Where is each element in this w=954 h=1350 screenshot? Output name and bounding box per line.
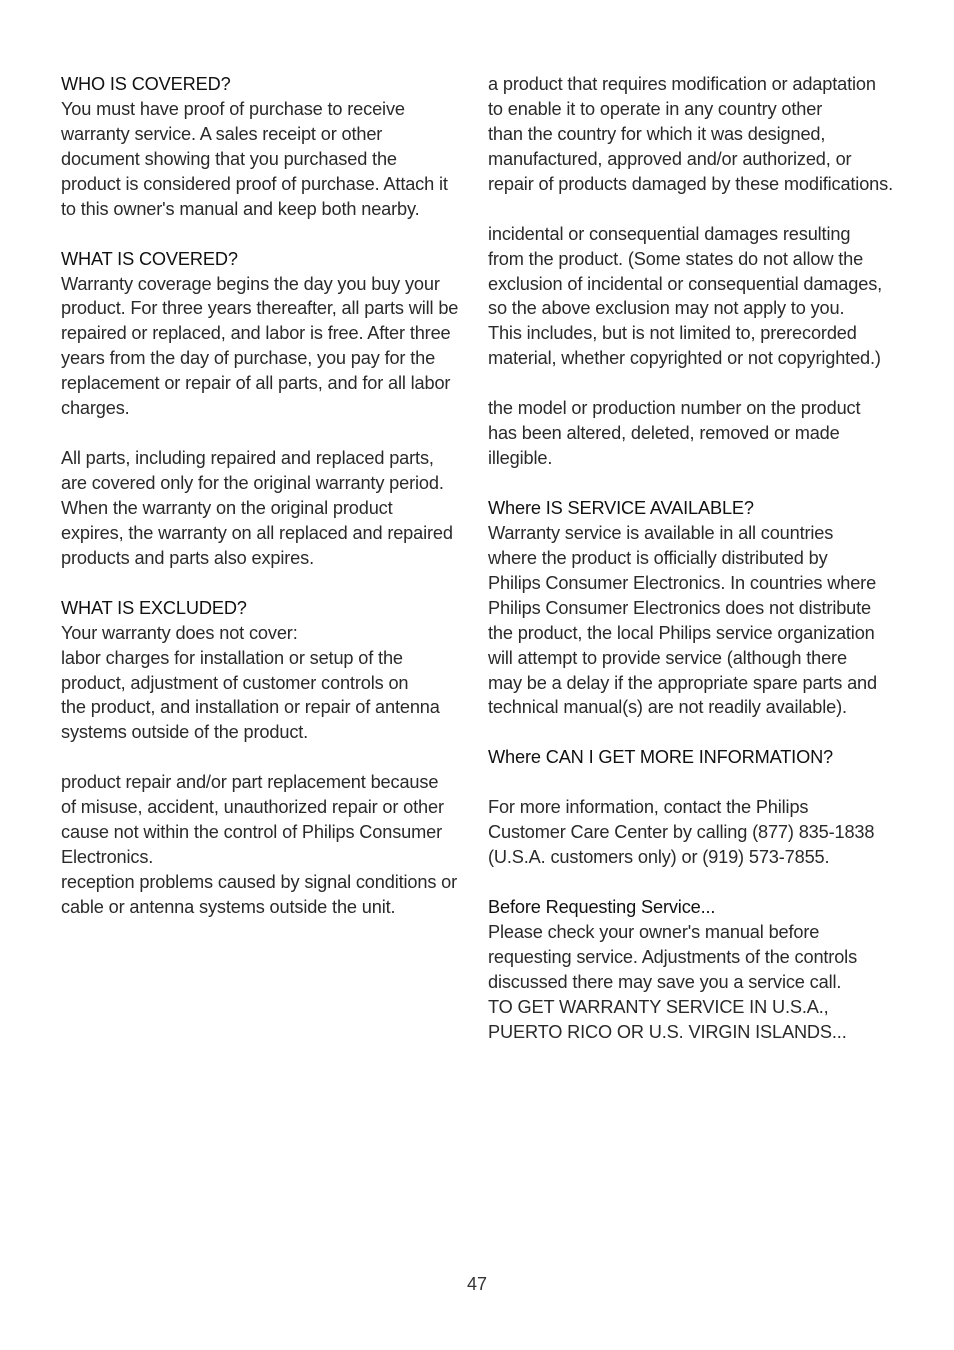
text-line: Electronics. [61,847,154,868]
text-line: are covered only for the original warranty period. [61,473,444,493]
text-line: has been altered, deleted, removed or made [488,423,840,444]
text-line: repair of products damaged by these modifications. [488,173,893,194]
text-line: Philips Consumer Electronics does not distribute [488,597,872,618]
text-line: cable or antenna systems outside the unit. [61,896,396,917]
section-heading: Where IS SERVICE AVAILABLE? [488,497,754,518]
text-line: For more information, contact the Philips [488,797,809,818]
text-line: labor charges for installation or setup of the [61,647,403,668]
paragraph-gap [61,222,471,247]
text-line: discussed there may save you a service call. [488,971,842,992]
text-line: replacement or repair of all parts, and for all labor [61,373,451,394]
text-line: requesting service. Adjustments of the controls [488,946,858,967]
paragraph-gap [488,720,908,745]
text-line: where the product is officially distributed by [488,547,828,568]
text-line: expires, the warranty on all replaced and repaired [61,522,453,543]
text-line: Philips Consumer Electronics. In countries where [488,572,877,593]
text-line: charges. [61,398,130,419]
paragraph-gap [61,571,471,596]
text-line: PUERTO RICO OR U.S. VIRGIN ISLANDS... [488,1021,847,1042]
section-heading: WHAT IS COVERED? [61,248,238,269]
paragraph-gap [61,745,471,770]
text-line: reception problems caused by signal conditions or [61,872,458,892]
text-line: warranty service. A sales receipt or other [61,123,383,144]
text-line: of misuse, accident, unauthorized repair or other [61,797,444,818]
text-line: a product that requires modification or adaptation [488,74,876,94]
text-line: the model or production number on the product [488,398,861,419]
text-line: to this owner's manual and keep both nearby. [61,198,420,219]
paragraph-gap [488,371,908,396]
text-line: product. For three years thereafter, all parts will be [61,298,459,319]
paragraph-gap [488,197,908,222]
text-line: TO GET WARRANTY SERVICE IN U.S.A., [488,996,829,1017]
text-line: years from the day of purchase, you pay for the [61,348,436,369]
text-line: product, adjustment of customer controls on [61,672,409,693]
text-line: product is considered proof of purchase. Attach it [61,173,448,194]
text-line: repaired or replaced, and labor is free. After three [61,323,451,344]
text-line: product repair and/or part replacement because [61,772,439,793]
paragraph-gap [488,770,908,795]
text-line: (U.S.A. customers only) or (919) 573-7855. [488,847,830,868]
text-line: may be a delay if the appropriate spare parts and [488,672,877,693]
text-line: so the above exclusion may not apply to you. [488,298,845,319]
text-line: illegible. [488,448,553,469]
text-line: incidental or consequential damages resulting [488,223,851,244]
text-line: the product, the local Philips service organization [488,622,875,643]
section-heading: Where CAN I GET MORE INFORMATION? [488,747,834,768]
paragraph-gap [61,421,471,446]
text-line: cause not within the control of Philips Consumer [61,822,442,843]
text-line: Customer Care Center by calling (877) 835-1838 [488,822,875,843]
text-line: manufactured, approved and/or authorized, or [488,148,852,169]
section-heading: WHAT IS EXCLUDED? [61,597,247,618]
section-heading: WHO IS COVERED? [61,74,231,94]
page-number: 47 [466,1274,488,1294]
paragraph-gap [488,870,908,895]
text-line: to enable it to operate in any country other [488,98,823,119]
text-line: the product, and installation or repair of antenna [61,697,440,718]
text-line: This includes, but is not limited to, prerecorded [488,323,857,344]
section-heading: Before Requesting Service... [488,896,716,917]
text-line: You must have proof of purchase to receive [61,98,405,119]
text-line: than the country for which it was designed, [488,123,826,144]
text-line: Warranty coverage begins the day you buy your [61,273,440,294]
text-line: technical manual(s) are not readily available). [488,697,847,718]
text-line: Warranty service is available in all countries [488,522,834,543]
text-line: Please check your owner's manual before [488,921,820,942]
text-line: Your warranty does not cover: [61,622,298,643]
text-line: systems outside of the product. [61,722,309,743]
text-line: exclusion of incidental or consequential damages, [488,273,883,294]
text-line: When the warranty on the original product [61,497,393,518]
left-column [61,72,471,920]
text-line: products and parts also expires. [61,547,314,568]
text-line: document showing that you purchased the [61,148,397,169]
text-line: material, whether copyrighted or not copyrighted.) [488,348,881,369]
paragraph-gap [488,471,908,496]
right-column [488,72,908,1045]
text-line: All parts, including repaired and replaced parts, [61,448,434,469]
text-line: will attempt to provide service (although there [488,647,847,668]
text-line: from the product. (Some states do not allow the [488,248,864,269]
